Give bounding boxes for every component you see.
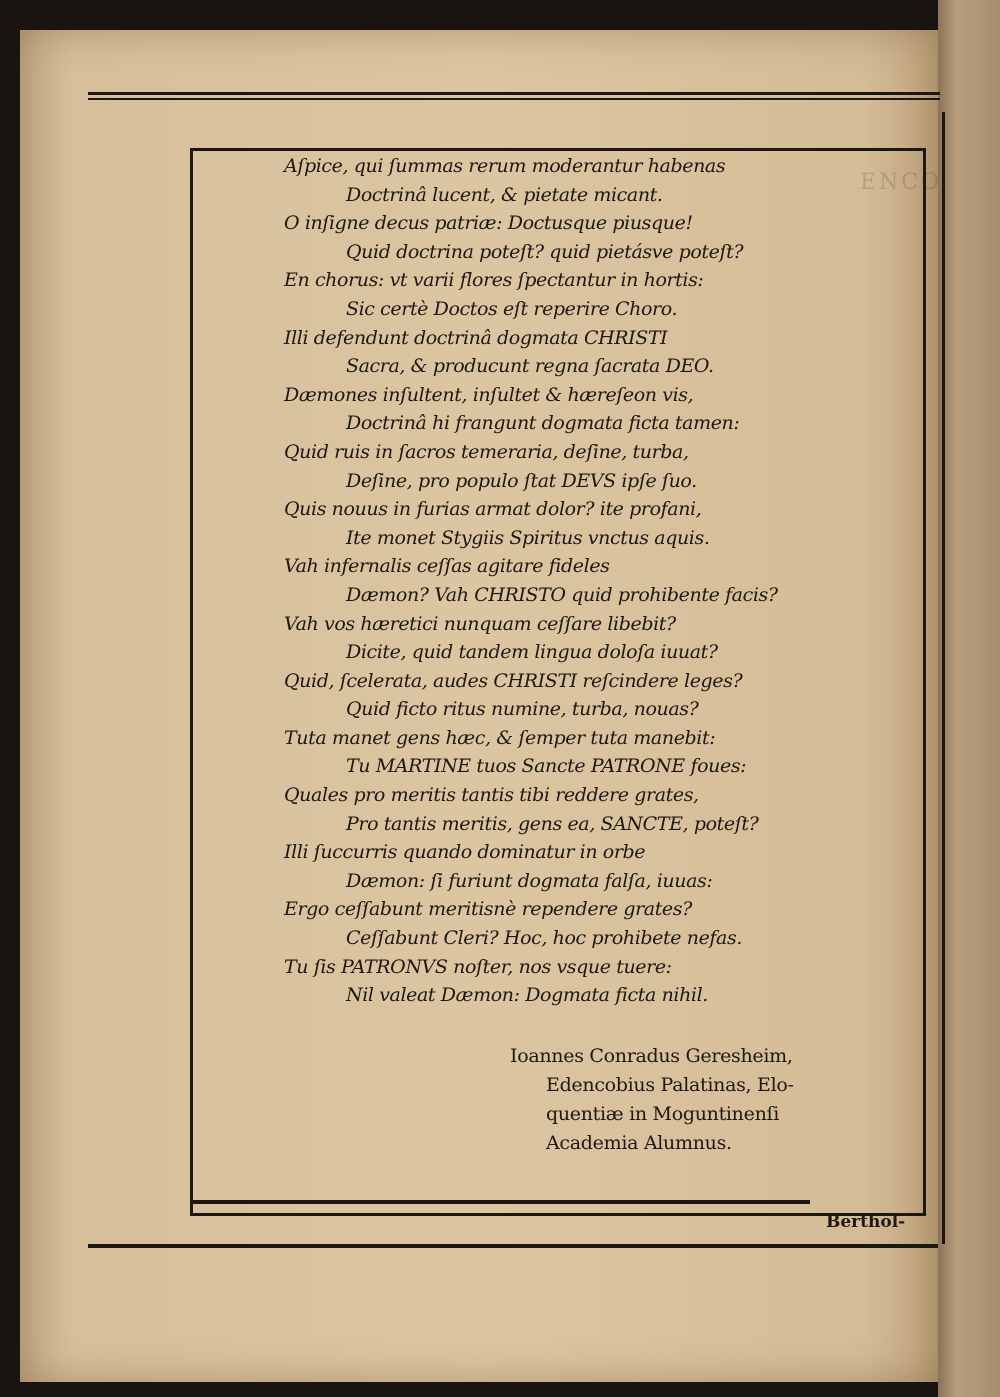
poem-line: En chorus: vt varii flores ſpectantur in hortis: <box>284 269 704 292</box>
top-double-rule <box>88 92 940 95</box>
poem-line: Doctrinâ lucent, & pietate micant. <box>346 183 663 206</box>
poem <box>284 152 844 1010</box>
poem-line: Sic certè Doctos eſt reperire Choro. <box>346 297 678 320</box>
signature-line: Ioannes Conradus Geresheim, <box>510 1045 793 1067</box>
poem-line: Quales pro meritis tantis tibi reddere grates, <box>284 784 699 807</box>
poem-line: Dæmon? Vah CHRISTO quid prohibente facis? <box>346 583 778 606</box>
poem-line: Tuta manet gens hæc, & ſemper tuta manebit: <box>284 726 716 749</box>
poem-line: Quid, ſcelerata, audes CHRISTI reſcindere leges? <box>284 669 743 692</box>
poem-line: Ceſſabunt Cleri? Hoc, hoc prohibete nefas. <box>346 927 742 950</box>
poem-line: Quid doctrina poteſt? quid pietásve poteſt? <box>346 240 744 263</box>
poem-line: Pro tantis meritis, gens ea, SANCTE, poteſt? <box>346 812 759 835</box>
poem-line: O inſigne decus patriæ: Doctusque piusque! <box>284 212 693 235</box>
poem-line: Vah infernalis ceſſas agitare fideles <box>284 555 610 578</box>
signature-line: Edencobius Palatinas, Elo- <box>546 1074 794 1096</box>
frame-bottom-thick <box>190 1200 810 1204</box>
top-double-rule-inner <box>88 98 940 100</box>
right-outer-rule <box>942 112 945 1244</box>
signature-line: Academia Alumnus. <box>546 1132 732 1154</box>
catchword: Berthol- <box>826 1212 906 1232</box>
poem-line: Quid ruis in ſacros temeraria, deſine, turba, <box>284 440 689 463</box>
poem-line: Quid ficto ritus numine, turba, nouas? <box>346 698 699 721</box>
poem-line: Dæmon: ſi furiunt dogmata falſa, iuuas: <box>346 869 713 892</box>
poem-line: Tu ſis PATRONVS noſter, nos vsque tuere: <box>284 955 672 978</box>
poem-line: Ergo ceſſabunt meritisnè rependere grates? <box>284 898 692 921</box>
poem-line: Nil valeat Dæmon: Dogmata ficta nihil. <box>346 984 708 1007</box>
poem-line: Sacra, & producunt regna ſacrata DEO. <box>346 355 714 378</box>
signature-line: quentiæ in Moguntinenſi <box>546 1103 780 1125</box>
poem-line: Dæmones inſultent, inſultet & hæreſeon vis, <box>284 383 694 406</box>
poem-line: Vah vos hæretici nunquam ceſſare libebit? <box>284 612 676 635</box>
bleed-through-text: ENCO <box>860 170 943 195</box>
poem-line: Dicite, quid tandem lingua doloſa iuuat? <box>346 641 718 664</box>
adjacent-page-edge <box>938 0 1000 1397</box>
poem-line: Illi defendunt doctrinâ dogmata CHRISTI <box>284 326 668 349</box>
poem-line: Deſine, pro populo ſtat DEVS ipſe ſuo. <box>346 469 697 492</box>
poem-line: Doctrinâ hi frangunt dogmata ficta tamen: <box>346 412 740 435</box>
bottom-rule <box>88 1244 938 1248</box>
poem-line: Aſpice, qui ſummas rerum moderantur habenas <box>284 155 726 177</box>
poem-line: Tu MARTINE tuos Sancte PATRONE foues: <box>346 755 747 778</box>
poem-line: Illi ſuccurris quando dominatur in orbe <box>284 841 646 864</box>
signature-block <box>510 1042 850 1158</box>
poem-line: Quis nouus in furias armat dolor? ite profani, <box>284 498 702 521</box>
poem-line: Ite monet Stygiis Spiritus vnctus aquis. <box>346 526 710 549</box>
